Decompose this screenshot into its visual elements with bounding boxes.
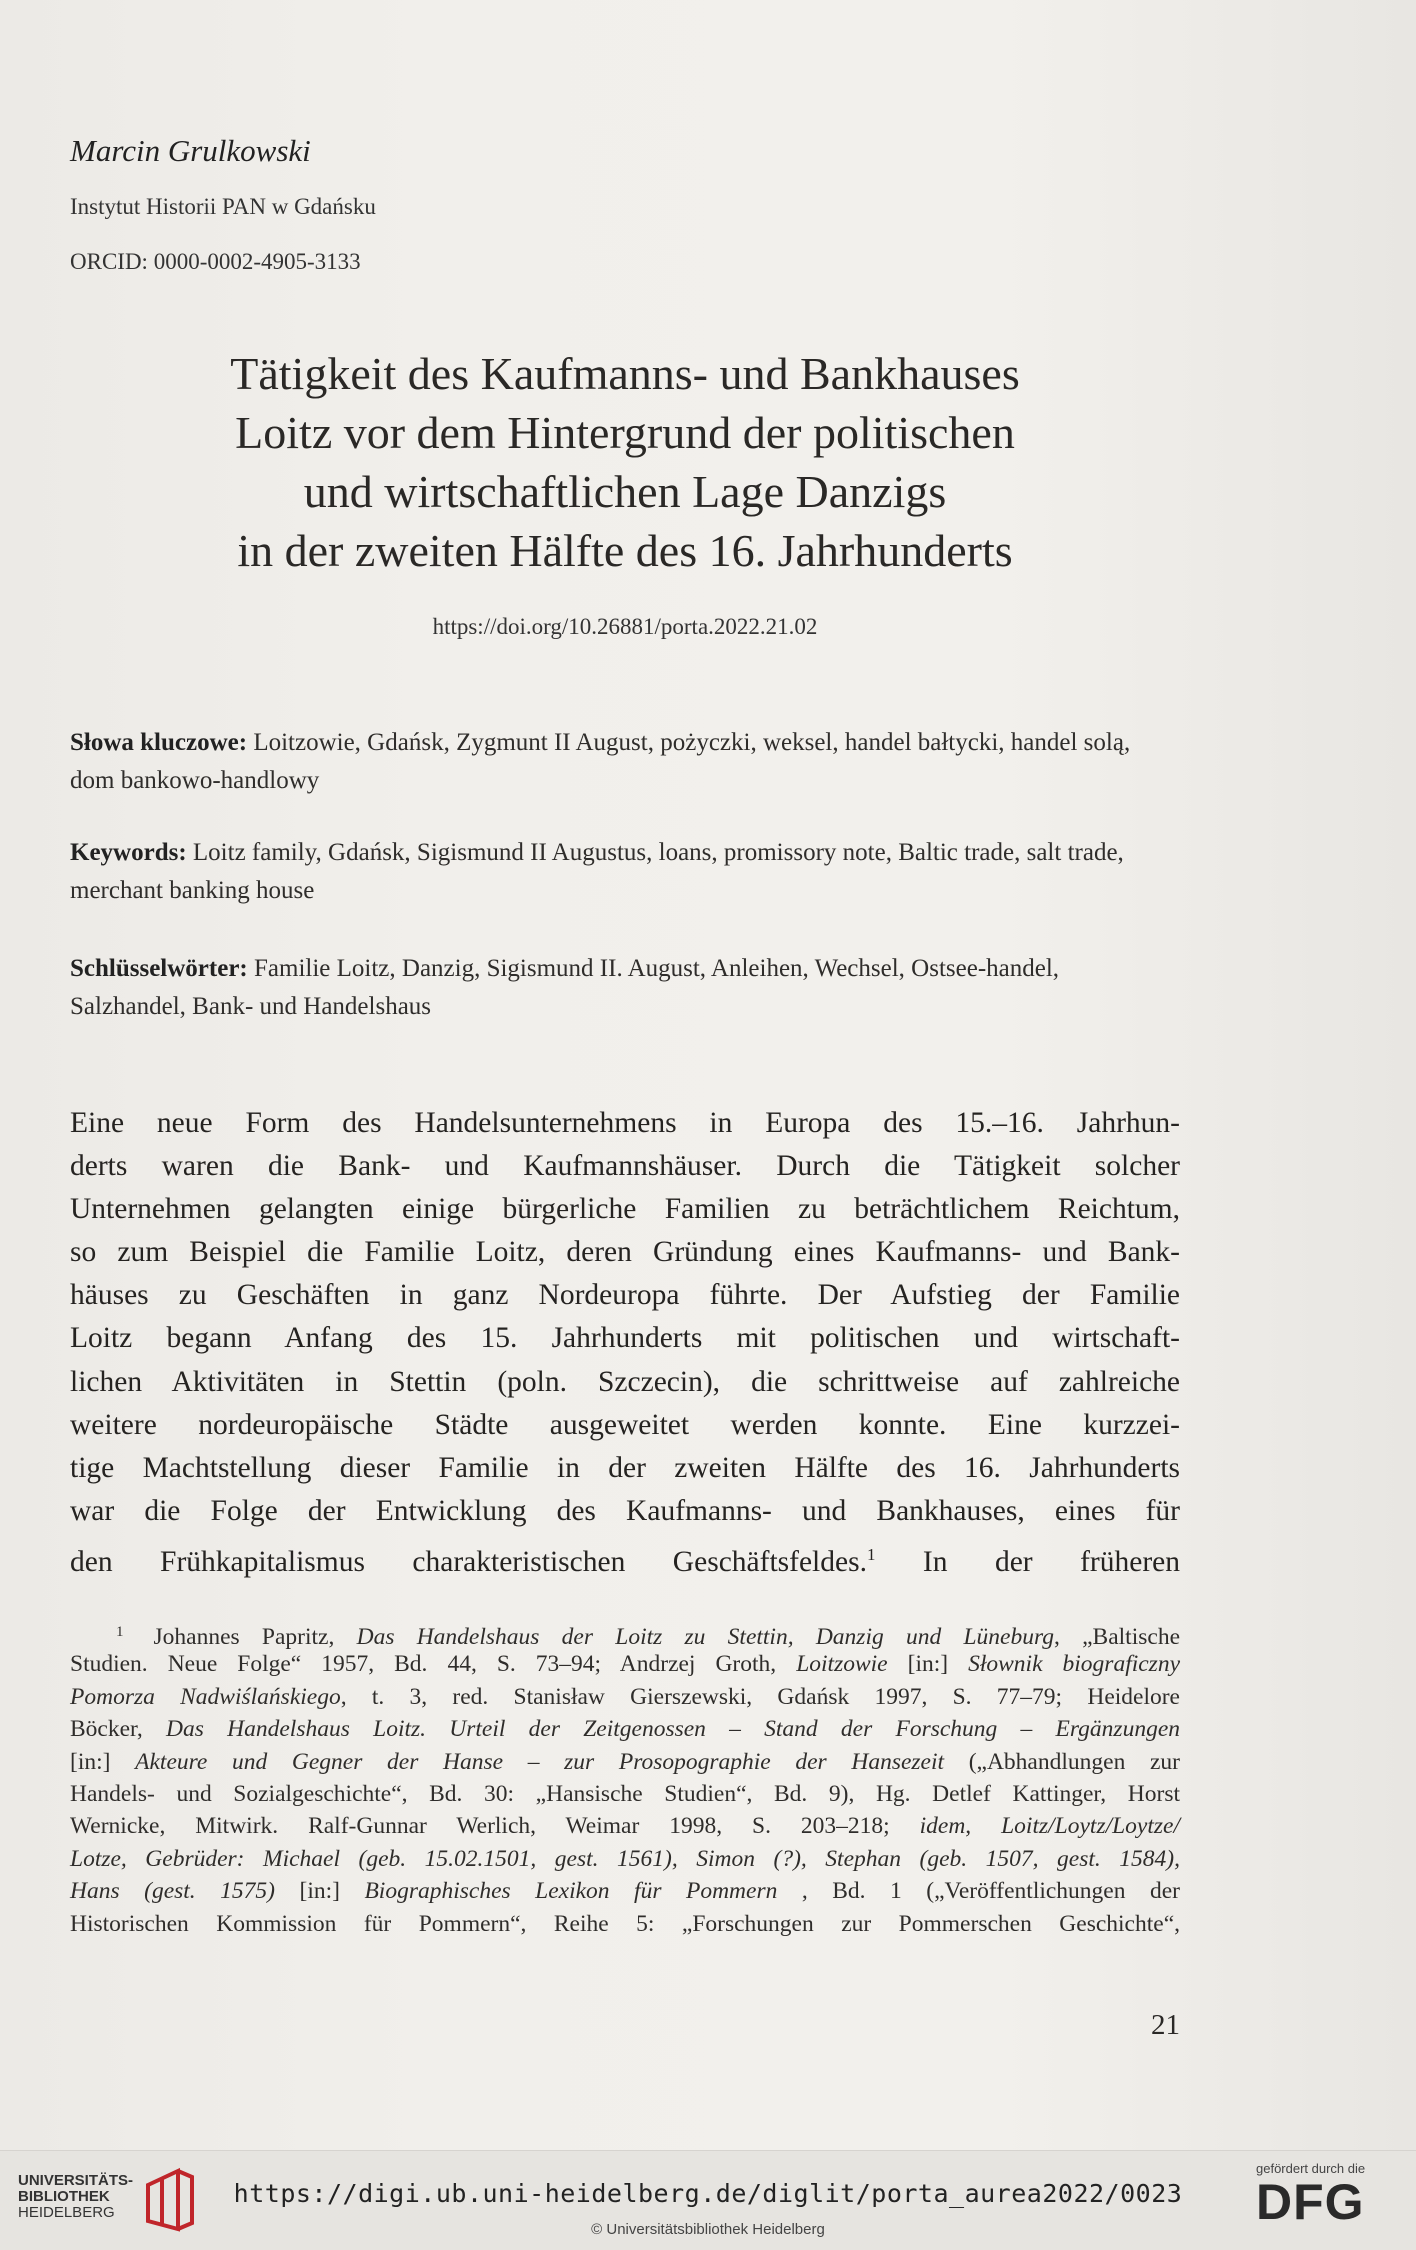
author-name: Marcin Grulkowski bbox=[70, 133, 311, 168]
title-line: Tätigkeit des Kaufmanns- und Bankhauses bbox=[230, 348, 1020, 399]
body-line: Unternehmen gelangten einige bürgerliche Familien zu beträchtlichem Reichtum, bbox=[70, 1193, 1180, 1226]
viewer-footer bbox=[0, 2150, 1416, 2250]
body-line-with-footnote bbox=[70, 1533, 1180, 1576]
body-line: lichen Aktivitäten in Stettin (poln. Szczecin), die schrittweise auf zahlreiche bbox=[70, 1365, 1180, 1398]
library-name[interactable]: UNIVERSITÄTS- BIBLIOTHEK HEIDELBERG bbox=[18, 2172, 134, 2221]
footnote-line: Wernicke, Mitwirk. Ralf-Gunnar Werlich, Weimar 1998, S. 203–218; idem, Loitz/Loytz/Loytze/ bbox=[70, 1813, 1180, 1840]
body-line: so zum Beispiel die Familie Loitz, deren Gründung eines Kaufmanns- und Bank- bbox=[70, 1236, 1180, 1269]
body-line: Eine neue Form des Handelsunternehmens in Europa des 15.–16. Jahrhun- bbox=[70, 1107, 1180, 1139]
keywords-german-text: Familie Loitz, Danzig, Sigismund II. August, Anleihen, Wechsel, Ostsee-handel, Salzhandel, Bank- und Handelshaus bbox=[70, 955, 1060, 1020]
body-line-text: den Frühkapitalismus charakteristischen Geschäftsfeldes. bbox=[70, 1545, 867, 1578]
body-line: war die Folge der Entwicklung des Kaufmanns- und Bankhauses, eines für bbox=[70, 1494, 1180, 1527]
page-url-link[interactable]: https://digi.ub.uni-heidelberg.de/diglit/porta_aurea2022/0023 bbox=[233, 2179, 1183, 2208]
footnote-reference[interactable]: 1 bbox=[866, 1544, 876, 1564]
footnote bbox=[70, 1616, 1180, 1940]
footnote-line: Pomorza Nadwiślańskiego, t. 3, red. Stanisław Gierszewski, Gdańsk 1997, S. 77–79; Heidelore bbox=[70, 1683, 1180, 1710]
footnote-line: Böcker, Das Handelshaus Loitz. Urteil der Zeitgenossen – Stand der Forschung – Ergänzungen bbox=[70, 1716, 1180, 1743]
author-affiliation: Instytut Historii PAN w Gdańsku bbox=[70, 194, 376, 219]
body-paragraph bbox=[70, 1102, 1180, 1576]
funding-label: gefördert durch die bbox=[1256, 2161, 1366, 2176]
body-line: Loitz begann Anfang des 15. Jahrhunderts mit politischen und wirtschaft- bbox=[70, 1322, 1180, 1355]
footnote-line: Studien. Neue Folge“ 1957, Bd. 44, S. 73–94; Andrzej Groth, Loitzowie [in:] Słownik biograficzny bbox=[70, 1651, 1181, 1678]
author-orcid: ORCID: 0000-0002-4905-3133 bbox=[70, 249, 361, 274]
keywords-english bbox=[70, 834, 1180, 910]
keywords-english-label: Keywords: bbox=[70, 839, 187, 866]
body-line: tige Machtstellung dieser Familie in der zweiten Hälfte des 16. Jahrhunderts bbox=[70, 1451, 1180, 1484]
title-line: Loitz vor dem Hintergrund der politischen bbox=[235, 407, 1015, 458]
footnote-line: Handels- und Sozialgeschichte“, Bd. 30: „Hansische Studien“, Bd. 9), Hg. Detlef Kattinger, Horst bbox=[70, 1780, 1180, 1807]
footnote-line: Historischen Kommission für Pommern“, Reihe 5: „Forschungen zur Pommerschen Geschichte“, bbox=[70, 1910, 1180, 1937]
footnote-number: 1 bbox=[116, 1624, 124, 1640]
keywords-german-label: Schlüsselwörter: bbox=[70, 955, 248, 982]
footnote-line: Lotze, Gebrüder: Michael (geb. 15.02.1501, gest. 1561), Simon (?), Stephan (geb. 1507, gest. 1584), bbox=[70, 1845, 1180, 1872]
keywords-german bbox=[70, 950, 1180, 1026]
footnote-line: [in:] Akteure und Gegner der Hanse – zur Prosopographie der Hansezeit („Abhandlungen zur bbox=[70, 1748, 1180, 1775]
keywords-polish bbox=[70, 724, 1180, 800]
body-line: weitere nordeuropäische Städte ausgeweitet werden konnte. Eine kurzzei- bbox=[70, 1408, 1180, 1441]
keywords-english-text: Loitz family, Gdańsk, Sigismund II Augustus, loans, promissory note, Baltic trade, salt trade, merchant banking house bbox=[70, 839, 1124, 904]
keywords-polish-text: Loitzowie, Gdańsk, Zygmunt II August, pożyczki, weksel, handel bałtycki, handel solą, dom bankowo-handlowy bbox=[70, 729, 1131, 794]
article-title bbox=[70, 344, 1180, 580]
page-number: 21 bbox=[1151, 2009, 1180, 2041]
dfg-logo[interactable]: DFG bbox=[1256, 2174, 1365, 2230]
footnote-line: Hans (gest. 1575) [in:] Biographisches Lexikon für Pommern , Bd. 1 („Veröffentlichungen der bbox=[70, 1878, 1180, 1905]
title-line: in der zweiten Hälfte des 16. Jahrhunderts bbox=[237, 525, 1013, 576]
doi-link[interactable]: https://doi.org/10.26881/porta.2022.21.02 bbox=[432, 614, 818, 639]
title-line: und wirtschaftlichen Lage Danzigs bbox=[303, 466, 947, 517]
keywords-polish-label: Słowa kluczowe: bbox=[70, 729, 248, 756]
body-line: derts waren die Bank- und Kaufmannshäuser. Durch die Tätigkeit solcher bbox=[70, 1150, 1180, 1183]
bleed-through-margin bbox=[1222, 140, 1372, 168]
body-line: häuses zu Geschäften in ganz Nordeuropa führte. Der Aufstieg der Familie bbox=[70, 1279, 1180, 1312]
body-line-text: In der früheren bbox=[922, 1545, 1180, 1578]
copyright-notice: © Universitätsbibliothek Heidelberg bbox=[591, 2221, 825, 2238]
footnote-line: $^1$ Johannes Papritz, Das Handelshaus der Loitz zu Stettin, Danzig und Lüneburg, „Baltische bbox=[116, 1624, 1181, 1650]
